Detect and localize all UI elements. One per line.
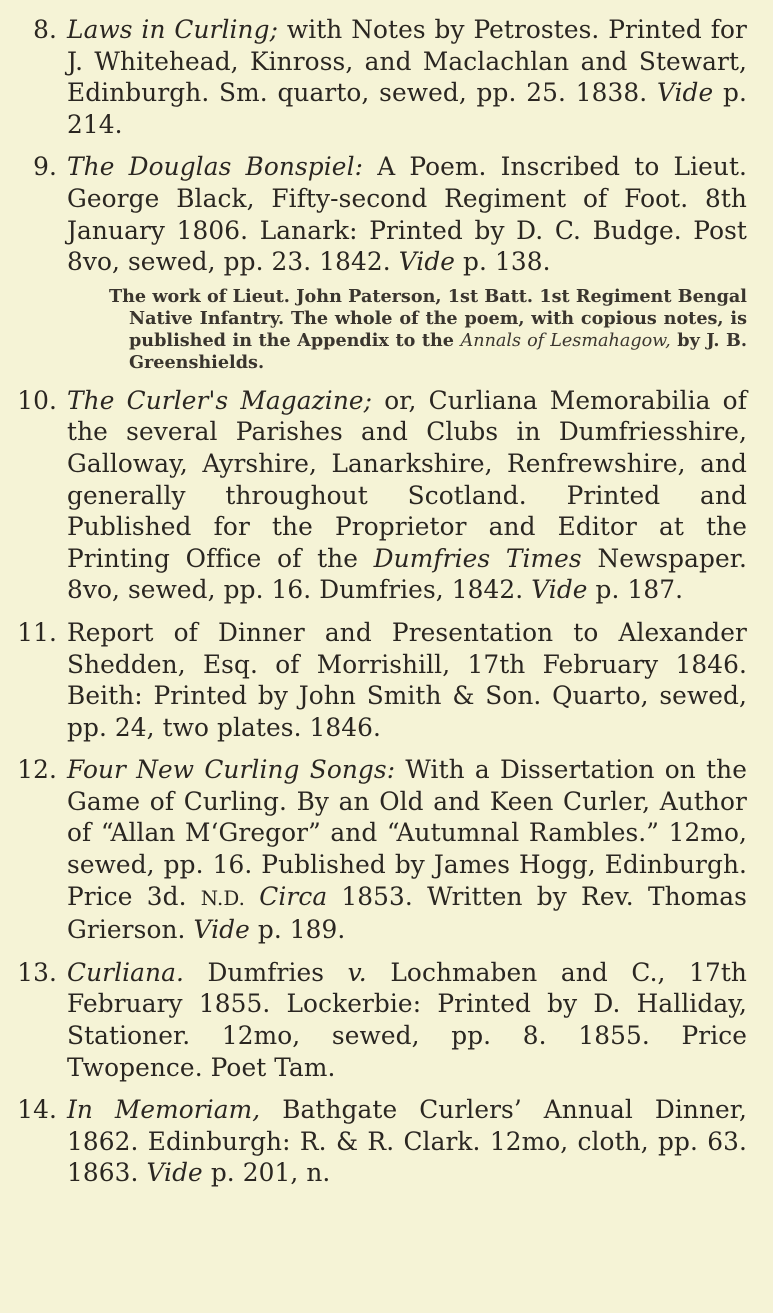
entry-number: 9. bbox=[33, 152, 57, 182]
entry-number: 8. bbox=[33, 15, 57, 44]
entry-title: The Curler's Magazine; bbox=[67, 385, 373, 415]
entry-number: 10. bbox=[17, 385, 57, 415]
entry-text: Report of Dinner and Presentation to Alexander Shedden, Esq. of Morrishill, 17th February 1846. Beith: Printed by John Smith & Son. Quarto, sewed, pp. 24, two plates. 1846. bbox=[67, 617, 747, 742]
entry-title: Laws in Curling; bbox=[67, 15, 279, 44]
entry-8 bbox=[13, 14, 747, 140]
entry-9 bbox=[13, 151, 747, 277]
entry-9-note: The work of Lieut. John Paterson, 1st Batt. 1st Regiment Bengal Native Infantry. The whole of the poem, with copious notes, is published in the Appendix to the Annals of Lesmahagow, by J. B. Greenshields. bbox=[109, 285, 748, 373]
entry-text: In Memoriam, Bathgate Curlers’ Annual Dinner, 1862. Edinburgh: R. & R. Clark. 12mo, cloth, pp. 63. 1863. Vide p. 201, n. bbox=[67, 1095, 747, 1188]
entry-title: Curliana. bbox=[67, 957, 184, 987]
entry-title: The Douglas Bonspiel: bbox=[67, 152, 364, 182]
entry-14 bbox=[13, 1094, 747, 1189]
entry-10 bbox=[13, 385, 747, 606]
entry-title: Four New Curling Songs: bbox=[67, 755, 396, 785]
entry-11 bbox=[13, 617, 747, 743]
entry-title: In Memoriam, bbox=[67, 1095, 261, 1125]
entry-13 bbox=[13, 957, 747, 1083]
entry-number: 13. bbox=[17, 957, 57, 987]
entry-text: Curliana. Dumfries v. Lochmaben and C., 17th February 1855. Lockerbie: Printed by D. Halliday, Stationer. 12mo, sewed, pp. 8. 1855. Price Twopence. Poet Tam. bbox=[67, 957, 747, 1082]
entry-number: 14. bbox=[17, 1095, 57, 1125]
entry-text: Laws in Curling; with Notes by Petrostes. Printed for J. Whitehead, Kinross, and Maclachlan and Stewart, Edinburgh. Sm. quarto, sewed, pp. 25. 1838. Vide p. 214. bbox=[67, 15, 747, 139]
entry-text: The Douglas Bonspiel: A Poem. Inscribed to Lieut. George Black, Fifty-second Regiment of Foot. 8th January 1806. Lanark: Printed by D. C. Budge. Post 8vo, sewed, pp. 23. 1842. Vide p. 138. bbox=[67, 152, 747, 277]
entry-text: The Curler's Magazine; or, Curliana Memorabilia of the several Parishes and Clubs in Dumfriesshire, Galloway, Ayrshire, Lanarkshire, Renfrewshire, and generally throughout Scotland. Printed and Published for the Proprietor and Editor at the Printing Office of the Dumfries Times Newspaper. 8vo, sewed, pp. 16. Dumfries, 1842. Vide p. 187. bbox=[67, 385, 747, 605]
entry-text: Four New Curling Songs: With a Dissertation on the Game of Curling. By an Old and Keen Curler, Author of “Allan M‘Gregor” and “Autumnal Rambles.” 12mo, sewed, pp. 16. Published by James Hogg, Edinburgh. Price 3d. N.D. Circa 1853. Written by Rev. Thomas Grierson. Vide p. 189. bbox=[67, 755, 748, 945]
entry-number: 11. bbox=[17, 617, 57, 647]
entry-number: 12. bbox=[17, 755, 57, 785]
entry-12 bbox=[13, 754, 747, 946]
